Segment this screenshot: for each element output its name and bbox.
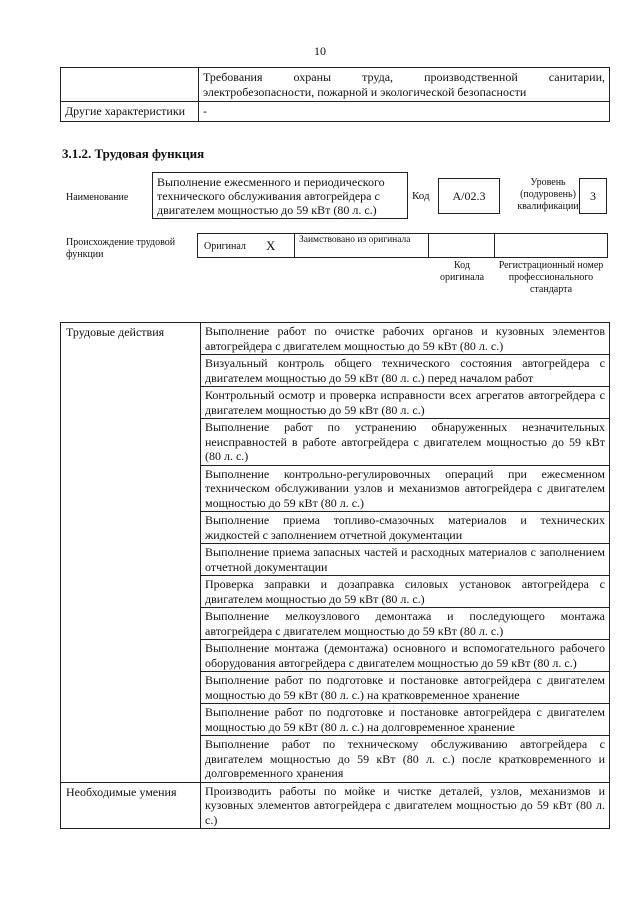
function-name-box: Выполнение ежесменного и периодического технического обслуживания автогрейдера с двигателем мощностью до 59 кВт (80 л. с.) — [152, 172, 408, 219]
qualification-level-label: Уровень (подуровень) квалификации — [517, 177, 579, 212]
code-label: Код — [412, 190, 430, 202]
function-code-box: A/02.3 — [438, 178, 500, 214]
labor-action-item: Контрольный осмотр и проверка исправности всех агрегатов автогрейдера с двигателем мощностью до 59 кВт (80 л. с.) — [201, 387, 610, 419]
labor-action-item: Выполнение приема запасных частей и расходных материалов с заполнением отчетной документации — [201, 544, 610, 576]
labor-action-item: Выполнение работ по подготовке и постановке автогрейдера с двигателем мощностью до 59 кВт (80 л. с.) на долговременное хранение — [201, 704, 610, 736]
reg-number-caption: Регистрационный номер профессионального стандарта — [498, 260, 604, 295]
origin-code-caption: Код оригинала — [439, 260, 485, 283]
section-title: 3.1.2. Трудовая функция — [62, 146, 205, 161]
labor-action-group-label: Трудовые действия — [61, 323, 201, 783]
skill-item: Производить работы по мойке и чистке деталей, узлов, механизмов и кузовных элементов автогрейдера с двигателем мощностью до 59 кВт (80 л. с.) — [201, 782, 610, 829]
labor-action-item: Выполнение работ по устранению обнаруженных незначительных неисправностей в работе автогрейдера с двигателем мощностью до 59 кВт (80 л. с.) — [201, 419, 610, 466]
qualification-level-box: 3 — [579, 178, 607, 214]
original-label: Оригинал — [204, 241, 246, 252]
labor-action-item: Выполнение работ по техническому обслуживанию автогрейдера с двигателем мощностью до 59 кВт (80 л. с.) после кратковременного и долговременного хранения — [201, 736, 610, 783]
labor-action-item: Выполнение контрольно-регулировочных операций при ежесменном техническом обслуживании узлов и механизмов автогрейдера с двигателем мощностью до 59 кВт (80 л. с.) — [201, 465, 610, 512]
origin-label: Происхождение трудовой функции — [66, 237, 176, 260]
labor-action-item: Выполнение мелкоузлового демонтажа и последующего монтажа автогрейдера с двигателем мощностью до 59 кВт (80 л. с.) — [201, 608, 610, 640]
labor-action-item: Выполнение монтажа (демонтажа) основного и вспомогательного рабочего оборудования автогрейдера с двигателем мощностью до 59 кВт (80 л. с.) — [201, 640, 610, 672]
labor-action-item: Визуальный контроль общего технического состояния автогрейдера с двигателем мощностью до 59 кВт (80 л. с.) перед началом работ — [201, 355, 610, 387]
origin-borrowed-cell — [294, 233, 429, 258]
name-label: Наименование — [66, 192, 129, 203]
table-row — [61, 782, 610, 829]
origin-original-cell — [197, 233, 295, 258]
original-mark: X — [266, 238, 276, 253]
origin-reg-number-cell — [494, 233, 608, 258]
borrowed-label: Заимствовано из оригинала — [299, 235, 411, 245]
origin-code-cell — [428, 233, 495, 258]
table-row — [61, 323, 610, 355]
top-table — [60, 67, 610, 122]
table-row — [61, 102, 610, 122]
table-cell-label — [61, 68, 199, 102]
labor-action-item: Выполнение работ по очистке рабочих органов и кузовных элементов автогрейдера с двигателем мощностью до 59 кВт (80 л. с.) — [201, 323, 610, 355]
labor-action-item: Выполнение приема топливо-смазочных материалов и технических жидкостей с заполнением отчетной документации — [201, 512, 610, 544]
labor-action-item: Проверка заправки и дозаправка силовых установок автогрейдера с двигателем мощностью до 59 кВт (80 л. с.) — [201, 576, 610, 608]
skill-group-label: Необходимые умения — [61, 782, 201, 829]
labor-actions-table — [60, 322, 610, 829]
page-number: 10 — [314, 44, 326, 58]
table-cell-label: Другие характеристики — [61, 102, 199, 122]
table-cell-value: Требования охраны труда, производственной санитарии, электробезопасности, пожарной и экологической безопасности — [199, 68, 610, 102]
table-row — [61, 68, 610, 102]
labor-action-item: Выполнение работ по подготовке и постановке автогрейдера с двигателем мощностью до 59 кВт (80 л. с.) на кратковременное хранение — [201, 672, 610, 704]
table-cell-value: - — [199, 102, 610, 122]
